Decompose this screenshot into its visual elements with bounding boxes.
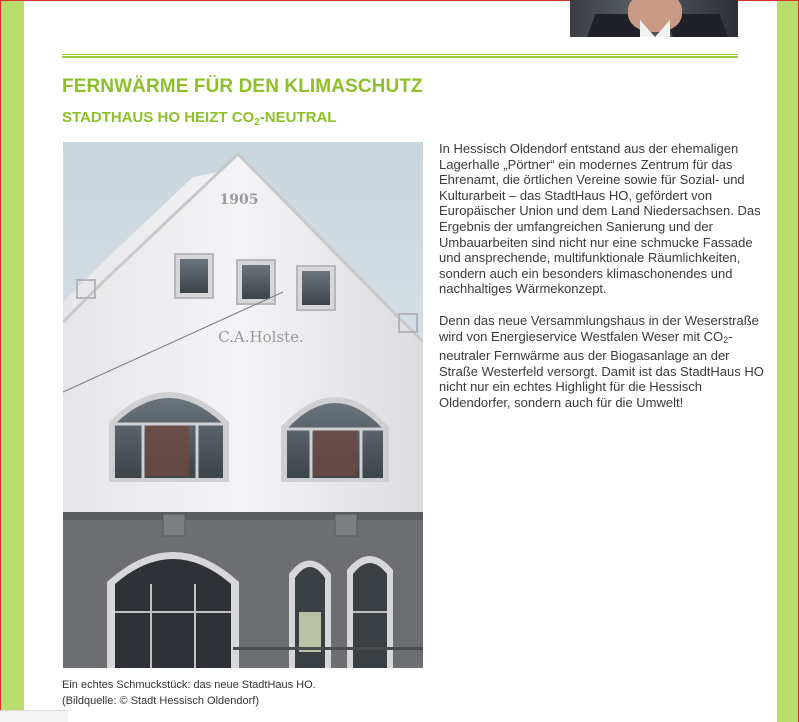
- article-paragraph-2: Denn das neue Versammlungshaus in der Weserstraße wird von Energieservice Westfalen Weser mit $CO_2$-neutraler Fernwärme aus der Biogasanlage an der Straße Westerfeld versorgt. Damit ist das StadtHaus HO nicht nur ein echtes Highlight für die Hessisch Oldendorfer, sondern auch für die Umwelt!: [439, 312, 764, 410]
- article-body: [439, 141, 769, 427]
- photo-credit: (Bildquelle: © Stadt Hessisch Oldendorf): [62, 695, 260, 707]
- right-green-rail: [777, 1, 798, 722]
- article-title: FERNWÄRME FÜR DEN KLIMASCHUTZ: [62, 76, 423, 97]
- left-green-rail: [1, 1, 24, 722]
- bottom-scroll-stub: [0, 710, 68, 722]
- photo-caption-text: Ein echtes Schmuckstück: das neue StadtHaus HO.: [62, 679, 316, 691]
- photo-caption: [62, 677, 316, 709]
- photo-facade-inscription: C.A.Holste.: [218, 328, 304, 346]
- article-subtitle: STADTHAUS HO HEIZT $CO_2$-NEUTRAL: [62, 109, 337, 128]
- article-paragraph-1: In Hessisch Oldendorf entstand aus der ehemaligen Lagerhalle „Pörtner“ ein modernes Zentrum für das Ehrenamt, die örtlichen Vereine sowie für Sozial- und Kulturarbeit – das StadtHaus HO, gefördert von Europäischer Union und dem Land Niedersachsen. Das Ergebnis der umfangreichen Sanierung und der Umbauarbeiten sind nicht nur eine schmucke Fassade und ansprechende, multifunktionale Räumlichkeiten, sondern auch ein besonders klimaschonendes und nachhaltiges Wärmekonzept.: [439, 141, 761, 297]
- section-divider: [62, 54, 738, 58]
- photo-year-inscription: 1905: [219, 192, 259, 208]
- stadthaus-photo: [63, 142, 423, 668]
- portrait-image: [570, 0, 738, 37]
